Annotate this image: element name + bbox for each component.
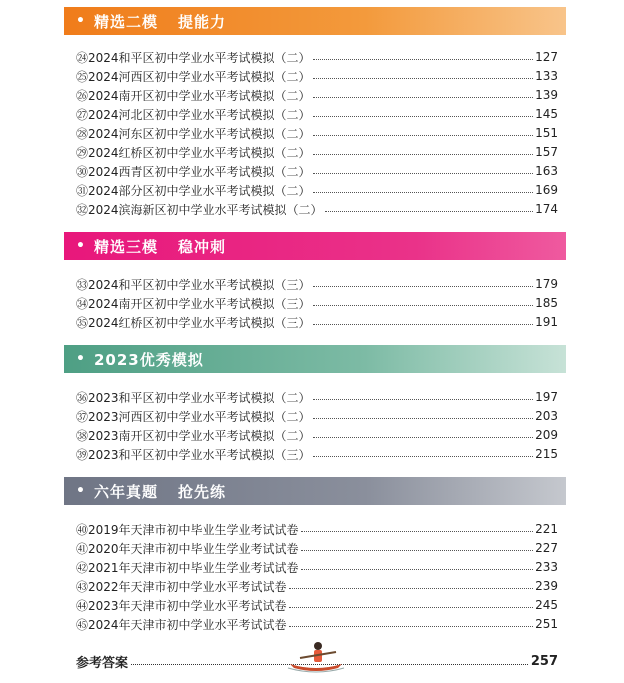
entry-title: 2023和平区初中学业水平考试模拟（三）: [88, 447, 311, 462]
entry-title: 2024西青区初中学业水平考试模拟（二）: [88, 164, 311, 179]
entry-number: ㊴: [76, 447, 89, 462]
entry-page: 221: [535, 522, 558, 536]
entry-page: 179: [535, 277, 558, 291]
dot-leader: [313, 455, 534, 457]
entry-page: 191: [535, 315, 558, 329]
entry-number: ㊺: [76, 617, 89, 632]
entry-page: 215: [535, 447, 558, 461]
toc-entry[interactable]: [76, 445, 558, 463]
entry-title: 2021年天津市初中毕业生学业考试试卷: [88, 560, 299, 575]
toc-entry[interactable]: [76, 577, 558, 595]
entry-page: 174: [535, 202, 558, 216]
dot-leader: [313, 172, 534, 174]
toc-entry[interactable]: [76, 539, 558, 557]
entry-title: 2024河东区初中学业水平考试模拟（二）: [88, 126, 311, 141]
entry-page: 209: [535, 428, 558, 442]
entry-title: 2024河北区初中学业水平考试模拟（二）: [88, 107, 311, 122]
entry-title: 2024和平区初中学业水平考试模拟（二）: [88, 50, 311, 65]
dot-leader: [301, 530, 534, 532]
entry-page: 233: [535, 560, 558, 574]
entry-page: 133: [535, 69, 558, 83]
toc-entry[interactable]: [76, 294, 558, 312]
toc-entry[interactable]: [76, 426, 558, 444]
entry-title: 2024部分区初中学业水平考试模拟（二）: [88, 183, 311, 198]
dot-leader: [313, 153, 534, 155]
toc-entry[interactable]: [76, 162, 558, 180]
toc-entry[interactable]: [76, 388, 558, 406]
entry-title: 2024红桥区初中学业水平考试模拟（二）: [88, 145, 311, 160]
dot-leader: [313, 398, 534, 400]
entry-number: ㉗: [76, 107, 89, 122]
entry-page: 145: [535, 107, 558, 121]
entry-title: 2024年天津市初中学业水平考试试卷: [88, 617, 287, 632]
toc-entry[interactable]: [76, 200, 558, 218]
entry-number: ㉖: [76, 88, 89, 103]
entry-title: 2023年天津市初中学业水平考试试卷: [88, 598, 287, 613]
entry-page: 139: [535, 88, 558, 102]
entry-number: ㉟: [76, 315, 89, 330]
section-header-4: [64, 477, 566, 505]
entry-page: 203: [535, 409, 558, 423]
entry-page: 127: [535, 50, 558, 64]
toc-entry[interactable]: [76, 124, 558, 142]
dot-leader: [313, 77, 534, 79]
toc-entry[interactable]: [76, 86, 558, 104]
entry-title: 2019年天津市初中毕业生学业考试试卷: [88, 522, 299, 537]
bullet-dot: •: [76, 238, 86, 254]
dot-leader: [313, 323, 534, 325]
section-header-1: [64, 7, 566, 35]
toc-entry[interactable]: [76, 143, 558, 161]
bullet-dot: •: [76, 483, 86, 499]
entry-page: 239: [535, 579, 558, 593]
entry-number: ㉕: [76, 69, 89, 84]
bullet-dot: •: [76, 13, 86, 29]
entry-number: ㉜: [76, 202, 89, 217]
entry-title: 2023南开区初中学业水平考试模拟（二）: [88, 428, 311, 443]
dot-leader: [301, 568, 534, 570]
entry-title: 2023和平区初中学业水平考试模拟（二）: [88, 390, 311, 405]
dot-leader: [313, 285, 534, 287]
entry-page: 245: [535, 598, 558, 612]
entry-title: 2024红桥区初中学业水平考试模拟（三）: [88, 315, 311, 330]
toc-entry[interactable]: [76, 67, 558, 85]
dot-leader: [313, 436, 534, 438]
toc-entry[interactable]: [76, 181, 558, 199]
entry-title: 2024南开区初中学业水平考试模拟（三）: [88, 296, 311, 311]
dot-leader: [313, 96, 534, 98]
toc-entry[interactable]: [76, 615, 558, 633]
entry-title: 2024和平区初中学业水平考试模拟（三）: [88, 277, 311, 292]
answers-label: 参考答案: [76, 655, 129, 671]
section-title: 精选三模: [93, 237, 158, 256]
section-subtitle: 抢先练: [177, 482, 226, 501]
entry-number: ㉝: [76, 277, 89, 292]
dot-leader: [313, 115, 534, 117]
entry-page: 151: [535, 126, 558, 140]
dot-leader: [313, 58, 534, 60]
toc-entry[interactable]: [76, 558, 558, 576]
entry-page: 251: [535, 617, 558, 631]
entry-number: ㉚: [76, 164, 89, 179]
toc-entry[interactable]: [76, 105, 558, 123]
entry-page: 169: [535, 183, 558, 197]
rowing-boat-illustration: [286, 634, 346, 674]
toc-entry[interactable]: [76, 407, 558, 425]
toc-entry[interactable]: [76, 520, 558, 538]
toc-entry[interactable]: [76, 596, 558, 614]
entry-number: ㉘: [76, 126, 89, 141]
entry-number: ㉔: [76, 50, 89, 65]
entry-number: ㊷: [76, 560, 89, 575]
section-header-2: [64, 232, 566, 260]
section-title: 六年真题: [93, 482, 158, 501]
entry-number: ㉛: [76, 183, 89, 198]
entry-number: ㊸: [76, 579, 89, 594]
entry-page: 197: [535, 390, 558, 404]
toc-entry[interactable]: [76, 48, 558, 66]
entry-title: 2020年天津市初中毕业生学业考试试卷: [88, 541, 299, 556]
entry-page: 163: [535, 164, 558, 178]
entry-number: ㊵: [76, 522, 89, 537]
entry-page: 227: [535, 541, 558, 555]
dot-leader: [313, 134, 534, 136]
entry-number: ㊱: [76, 390, 89, 405]
toc-entry[interactable]: [76, 275, 558, 293]
entry-number: ㊶: [76, 541, 89, 556]
entry-title: 2022年天津市初中学业水平考试试卷: [88, 579, 287, 594]
dot-leader: [289, 587, 534, 589]
toc-entry[interactable]: [76, 313, 558, 331]
dot-leader: [313, 417, 534, 419]
entry-page: 157: [535, 145, 558, 159]
entry-number: ㊹: [76, 598, 89, 613]
entry-title: 2024河西区初中学业水平考试模拟（二）: [88, 69, 311, 84]
dot-leader: [313, 304, 534, 306]
section-subtitle: 提能力: [177, 12, 226, 31]
entry-number: ㊳: [76, 428, 89, 443]
section-header-3: [64, 345, 566, 373]
entry-number: ㉙: [76, 145, 89, 160]
section-subtitle: 稳冲刺: [177, 237, 226, 256]
entry-title: 2023河西区初中学业水平考试模拟（二）: [88, 409, 311, 424]
answers-page: 257: [530, 653, 558, 669]
entry-number: ㊲: [76, 409, 89, 424]
bullet-dot: •: [76, 351, 86, 367]
entry-title: 2024南开区初中学业水平考试模拟（二）: [88, 88, 311, 103]
dot-leader: [313, 191, 534, 193]
entry-number: ㉞: [76, 296, 89, 311]
dot-leader: [289, 625, 534, 627]
section-title: 精选二模: [93, 12, 158, 31]
section-title: 2023优秀模拟: [93, 350, 204, 369]
entry-title: 2024滨海新区初中学业水平考试模拟（二）: [88, 202, 323, 217]
entry-page: 185: [535, 296, 558, 310]
dot-leader: [301, 549, 534, 551]
dot-leader: [289, 606, 534, 608]
dot-leader: [325, 210, 534, 212]
